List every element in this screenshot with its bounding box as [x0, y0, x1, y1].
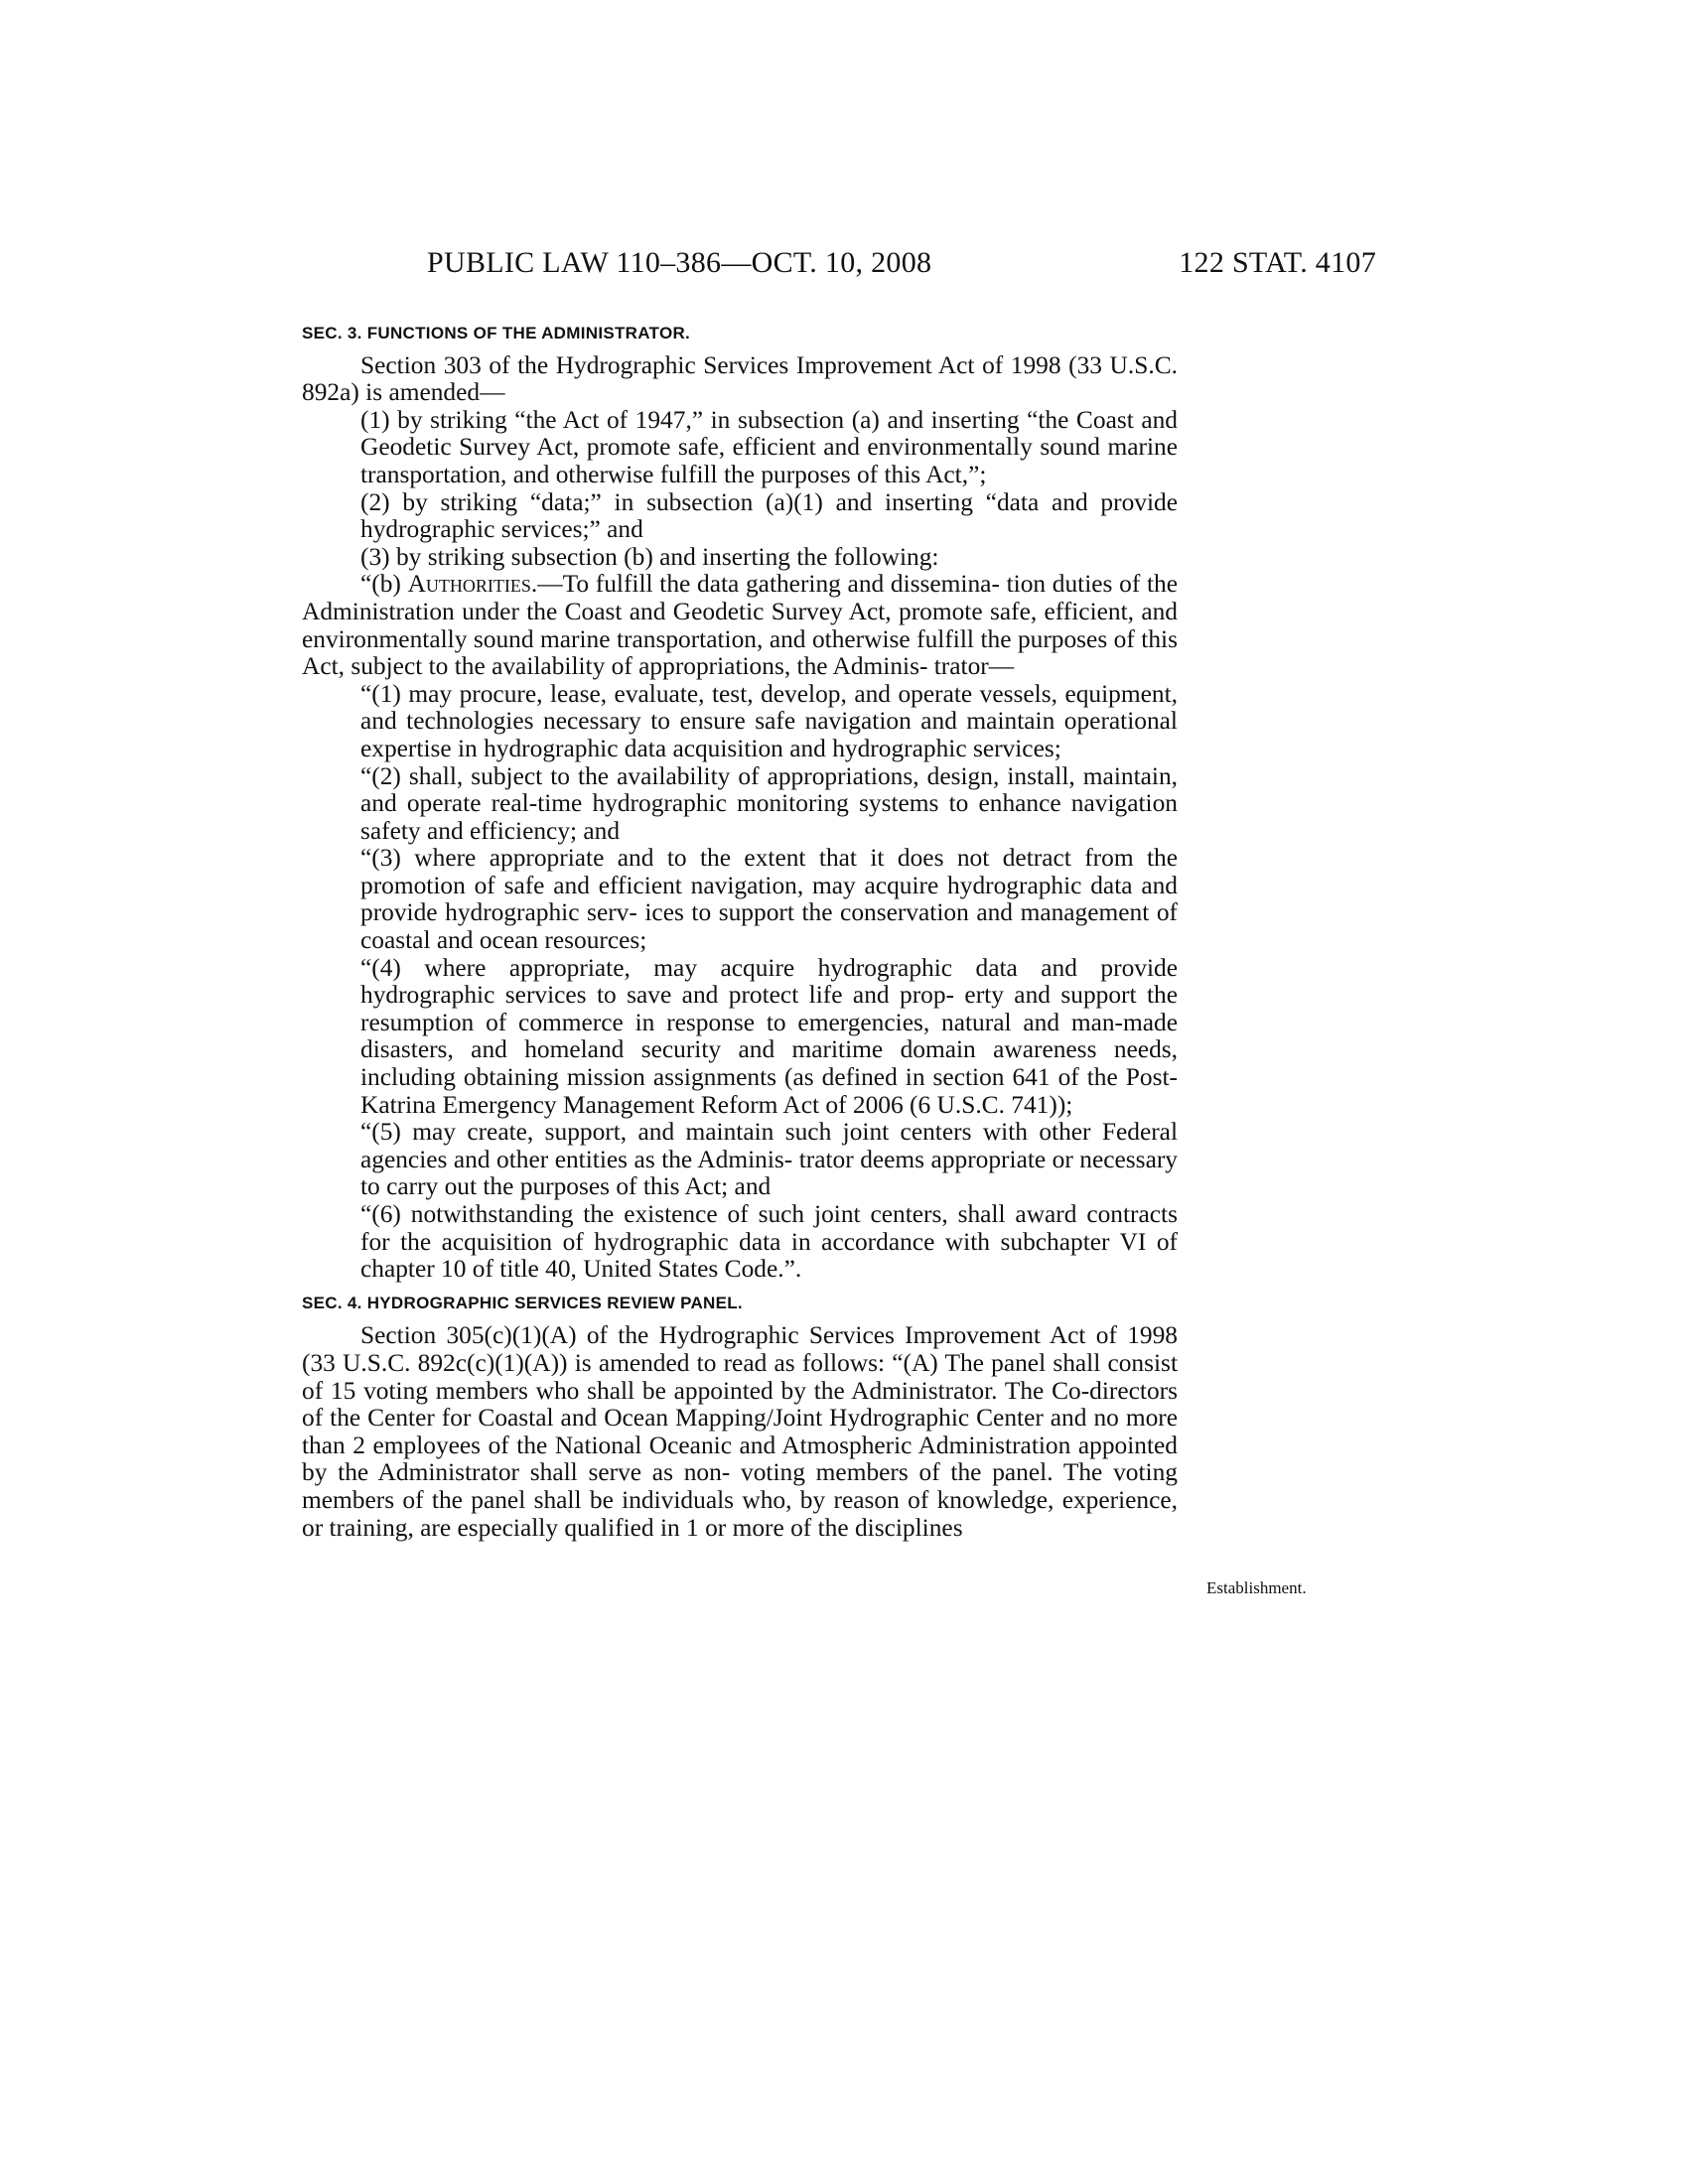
- amendment-item-3: (3) by striking subsection (b) and inserting the following:: [360, 542, 939, 571]
- section-4-heading: SEC. 4. HYDROGRAPHIC SERVICES REVIEW PANEL.: [302, 1293, 743, 1312]
- subparagraph-1: “(1) may procure, lease, evaluate, test, develop, and operate vessels, equipment, and technologies necessary to ensure safe navigation and maintain operational expertise in hydrographic data acquisition and hydrographic services;: [360, 679, 1178, 762]
- section-3-intro: Section 303 of the Hydrographic Services Improvement Act of 1998 (33 U.S.C. 892a) is amended—: [302, 350, 1178, 407]
- running-head-title: PUBLIC LAW 110–386—OCT. 10, 2008: [427, 246, 932, 279]
- section-3-heading: SEC. 3. FUNCTIONS OF THE ADMINISTRATOR.: [302, 324, 691, 342]
- subsection-b-prefix: “(b): [360, 570, 408, 599]
- subsection-b-text: .—To fulfill the data gathering and dissemina- tion duties of the Administration under the Coast and Geodetic Survey Act, promote safe, efficient, and environmentally sound marine transportation, and otherwise fulfill the purposes of this Act, subject to the availability of appropriations, the Adminis- trator—: [302, 570, 1178, 681]
- section-4-text: Section 305(c)(1)(A) of the Hydrographic Services Improvement Act of 1998 (33 U.S.C. 892c(c)(1)(A)) is amended to read as follows: “(A) The panel shall consist of 15 voting members who shall be appointed by the Administrator. The Co-directors of the Center for Coastal and Ocean Mapping/Joint Hydrographic Center and no more than 2 employees of the National Oceanic and Atmospheric Administration appointed by the Administrator shall serve as non- voting members of the panel. The voting members of the panel shall be individuals who, by reason of knowledge, experience, or training, are especially qualified in 1 or more of the disciplines: [302, 1321, 1178, 1542]
- amendment-item-2: (2) by striking “data;” in subsection (a)(1) and inserting “data and provide hydrographic services;” and: [360, 487, 1178, 544]
- subparagraph-6: “(6) notwithstanding the existence of such joint centers, shall award contracts for the acquisition of hydrographic data in accordance with subchapter VI of chapter 10 of title 40, United States Code.”.: [360, 1200, 1178, 1284]
- subparagraph-5: “(5) may create, support, and maintain such joint centers with other Federal agencies and other entities as the Adminis- trator deems appropriate or necessary to carry out the purposes of this Act; and: [360, 1118, 1178, 1201]
- subsection-b: [302, 571, 1178, 680]
- document-body: [302, 320, 1178, 1542]
- subparagraph-3: “(3) where appropriate and to the extent that it does not detract from the promotion of safe and efficient navigation, may acquire hydrographic data and provide hydrographic serv- ices to support the conservation and management of coastal and ocean resources;: [360, 844, 1178, 955]
- subsection-b-label: Authorities: [407, 570, 531, 599]
- page-header: [302, 246, 1376, 286]
- amendment-item-1: (1) by striking “the Act of 1947,” in subsection (a) and inserting “the Coast and Geodetic Survey Act, promote safe, efficient and environmentally sound marine transportation, and otherwise fulfill the purposes of this Act,”;: [360, 405, 1178, 488]
- subparagraph-2: “(2) shall, subject to the availability of appropriations, design, install, maintain, and operate real-time hydrographic monitoring systems to enhance navigation safety and efficiency; and: [360, 761, 1178, 845]
- stat-citation: 122 STAT. 4107: [1179, 246, 1376, 279]
- margin-note-establishment: Establishment.: [1206, 1578, 1307, 1597]
- subparagraph-4: “(4) where appropriate, may acquire hydrographic data and provide hydrographic services to save and protect life and prop- erty and support the resumption of commerce in response to emergencies, natural and man-made disasters, and homeland security and maritime domain awareness needs, including obtaining mission assignments (as defined in section 641 of the Post-Katrina Emergency Management Reform Act of 2006 (6 U.S.C. 741));: [360, 953, 1178, 1119]
